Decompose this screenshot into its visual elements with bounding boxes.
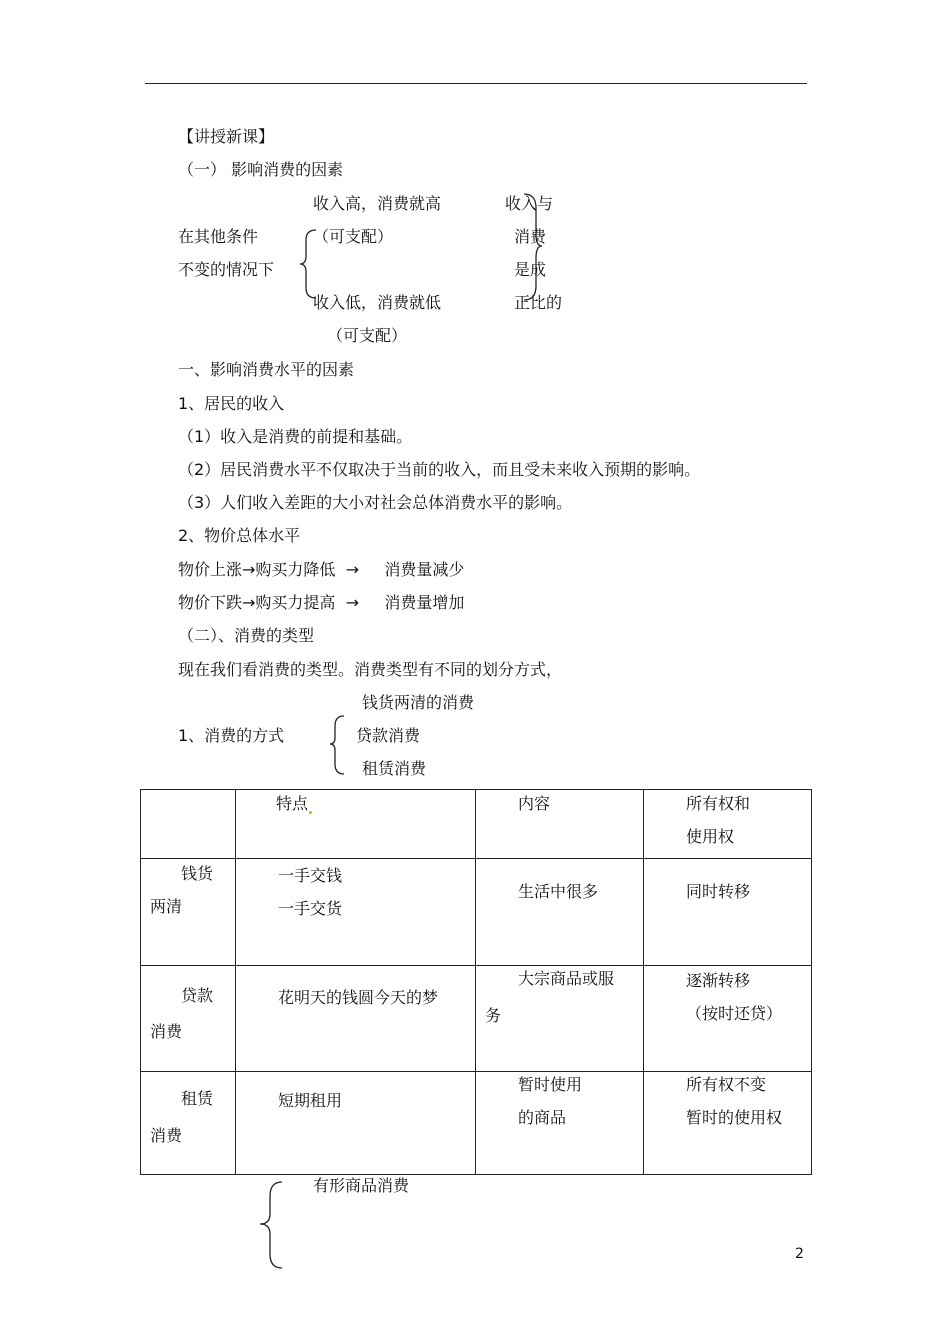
income-point-1: （1）收入是消费的前提和基础。 (178, 427, 413, 446)
row-content-line-2: 的商品 (518, 1108, 567, 1127)
row-ownership-line-2: 暂时的使用权 (686, 1108, 783, 1127)
left-brace-icon (298, 228, 320, 300)
section-title: 【讲授新课】 (178, 127, 275, 146)
factors-heading: 一、影响消费水平的因素 (178, 360, 355, 379)
condition-line-2: 不变的情况下 (178, 260, 275, 279)
price-fall-line: 物价下跌→购买力提高 → 消费量增加 (178, 593, 465, 612)
high-income-text: 收入高，消费就高 (313, 194, 442, 213)
part-two-intro: 现在我们看消费的类型。消费类型有不同的划分方式， (178, 660, 563, 679)
row-content-line-1: 暂时使用 (518, 1075, 583, 1094)
row-feature-line-1: 一手交钱 (278, 866, 343, 885)
income-point-3: （3）人们收入差距的大小对社会总体消费水平的影响。 (178, 493, 573, 512)
row-ownership-line-1: 同时转移 (686, 882, 751, 901)
income-point-2: （2）居民消费水平不仅取决于当前的收入，而且受未来收入预期的影响。 (178, 460, 701, 479)
table-row (141, 1072, 812, 1175)
conclusion-line-1: 收入与 (505, 194, 554, 213)
price-heading: 2、物价总体水平 (178, 526, 301, 545)
row-name-line-1: 租赁 (181, 1089, 214, 1108)
part-two-heading: （二）、消费的类型 (178, 626, 315, 645)
row-content-line-1: 大宗商品或服 (518, 969, 615, 988)
tangible-goods-text: 有形商品消费 (313, 1176, 410, 1195)
row-feature-line-2: 一手交货 (278, 899, 343, 918)
conclusion-line-2: 消费 (514, 227, 547, 246)
row-name-line-1: 钱货 (181, 864, 214, 883)
table-row (141, 966, 812, 1072)
price-rise-line: 物价上涨→购买力降低 → 消费量减少 (178, 560, 465, 579)
mode-label: 1、消费的方式 (178, 726, 285, 745)
header-feature: 特点 (276, 794, 312, 814)
conclusion-line-4: 正比的 (514, 293, 563, 312)
goods-brace-icon (256, 1180, 286, 1270)
condition-line-1: 在其他条件 (178, 227, 259, 246)
consumption-mode-table (140, 789, 812, 1175)
low-income-text: 收入低，消费就低 (313, 293, 442, 312)
row-feature-line-1: 花明天的钱圆今天的梦 (278, 988, 439, 1007)
table-row (141, 859, 812, 966)
high-income-note: （可支配） (313, 227, 394, 246)
row-name-line-2: 两清 (150, 897, 183, 916)
row-ownership-line-1: 逐渐转移 (686, 971, 751, 990)
header-ownership-line-1: 所有权和 (686, 794, 751, 813)
table-header-row (141, 790, 812, 859)
low-income-note: （可支配） (327, 326, 408, 345)
row-ownership-line-2: （按时还贷） (686, 1004, 783, 1023)
header-ownership-line-2: 使用权 (686, 827, 735, 846)
row-content-line-2: 务 (485, 1006, 502, 1025)
row-feature-line-1: 短期租用 (278, 1091, 343, 1110)
mode-3: 租赁消费 (362, 759, 427, 778)
header-content: 内容 (518, 794, 551, 813)
row-name-line-2: 消费 (150, 1022, 183, 1041)
income-heading: 1、居民的收入 (178, 394, 285, 413)
right-brace-icon (522, 192, 544, 302)
table-corner-cell (141, 790, 236, 859)
header-rule (145, 83, 807, 84)
page-number: 2 (795, 1246, 804, 1262)
part-one-heading: （一） 影响消费的因素 (178, 160, 344, 179)
mode-1: 钱货两清的消费 (362, 693, 475, 712)
conclusion-line-3: 是成 (514, 260, 547, 279)
row-name-line-1: 贷款 (181, 986, 214, 1005)
row-content-line-1: 生活中很多 (518, 882, 599, 901)
mode-2: 贷款消费 (356, 726, 421, 745)
row-ownership-line-1: 所有权不变 (686, 1075, 767, 1094)
modes-brace-icon (328, 714, 348, 776)
row-name-line-2: 消费 (150, 1126, 183, 1145)
